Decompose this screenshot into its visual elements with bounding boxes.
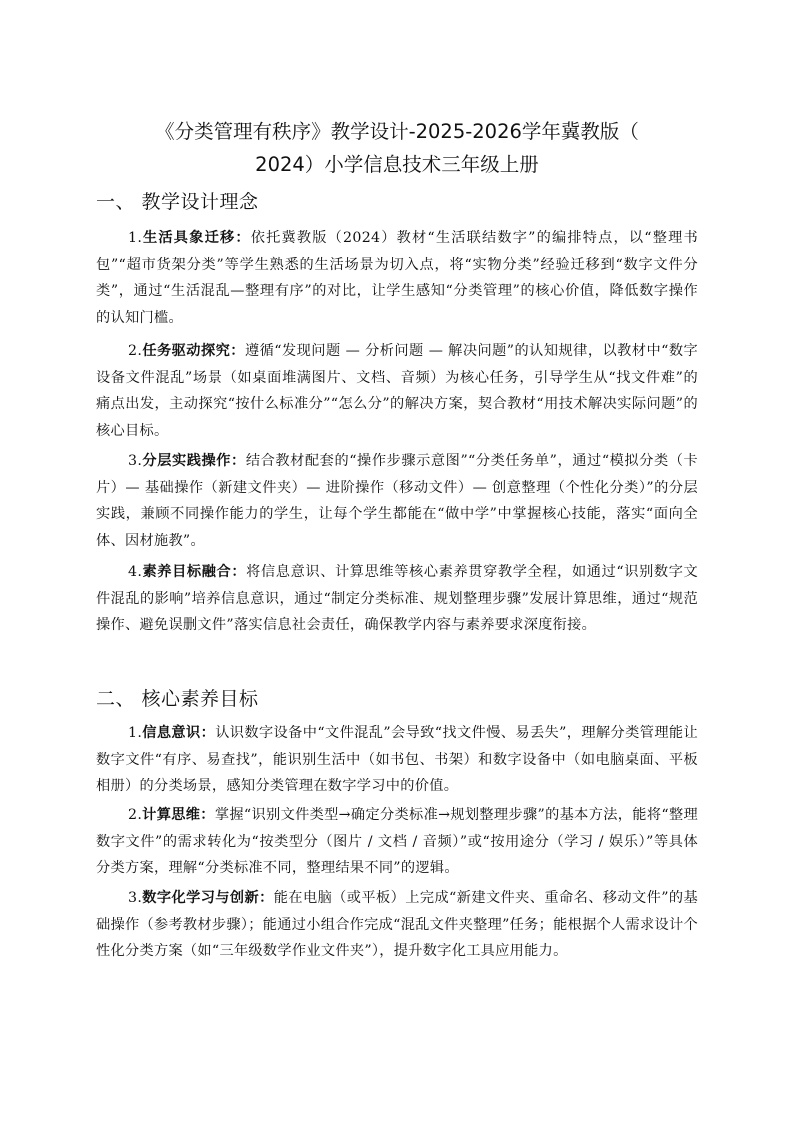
item-text: 将信息意识、计算思维等核心素养贯穿教学全程，如通过“识别数字文件混乱的影响”培养信息意识，通过“制定分类标准、规划整理步骤”发展计算思维，通过“规范操作、避免误删文件”落实信息社会责任，确保教学内容与素养要求深度衔接。 <box>96 564 698 633</box>
item-label: 素养目标融合： <box>142 564 247 580</box>
item-text: 依托冀教版（2024）教材“生活联结数字”的编排特点，以“整理书包”“超市货架分类”等学生熟悉的生活场景为切入点，将“实物分类”经验迁移到“数字文件分类”，通过“生活混乱—整理有序”的对比，让学生感知“分类管理”的核心价值，降低数字操作的认知门槛。 <box>96 230 698 326</box>
item-number: 3. <box>128 890 143 906</box>
item-text: 遵循“发现问题 — 分析问题 — 解决问题”的认知规律，以教材中“数字设备文件混乱”场景（如桌面堆满图片、文档、音频）为核心任务，引导学生从“找文件难”的痛点出发，主动探究“按什么标准分”“怎么分”的解决方案，契合教材“用技术解决实际问题”的核心目标。 <box>96 343 698 439</box>
item-label: 数字化学习与创新： <box>142 890 274 906</box>
paragraph-task-driven <box>96 338 698 444</box>
item-label: 计算思维： <box>142 807 215 823</box>
document-title-line-2: 2024）小学信息技术三年级上册 <box>255 153 539 176</box>
paragraph-computational-thinking <box>96 802 698 882</box>
item-label: 信息意识： <box>142 725 216 741</box>
item-number: 2. <box>128 807 143 823</box>
item-label: 生活具象迁移： <box>142 230 251 246</box>
paragraph-life-transfer <box>96 225 698 331</box>
section-heading-core-literacy: 二、 核心素养目标 <box>96 688 259 710</box>
item-text: 能在电脑（或平板）上完成“新建文件夹、重命名、移动文件”的基础操作（参考教材步骤）；能通过小组合作完成“混乱文件夹整理”任务；能根据个人需求设计个性化分类方案（如“三年级数学作业文件夹”），提升数字化工具应用能力。 <box>96 890 699 959</box>
document-title-line-1: 《分类管理有秩序》教学设计-2025-2026学年冀教版（ <box>155 120 639 143</box>
item-number: 1. <box>128 725 143 741</box>
item-number: 2. <box>128 343 143 359</box>
paragraph-information-awareness <box>96 720 698 800</box>
paragraph-digital-learning <box>96 885 698 965</box>
item-number: 3. <box>128 453 143 469</box>
paragraph-layered-practice <box>96 448 698 554</box>
item-number: 1. <box>128 230 143 246</box>
item-label: 任务驱动探究： <box>142 343 245 359</box>
item-text: 认识数字设备中“文件混乱”会导致“找文件慢、易丢失”，理解分类管理能让数字文件“有序、易查找”，能识别生活中（如书包、书架）和数字设备中（如电脑桌面、平板相册）的分类场景，感知分类管理在数字学习中的价值。 <box>96 725 698 794</box>
item-label: 分层实践操作： <box>142 453 246 469</box>
item-text: 结合教材配套的“操作步骤示意图”“分类任务单”，通过“模拟分类（卡片）— 基础操作（新建文件夹）— 进阶操作（移动文件）— 创意整理（个性化分类）”的分层实践，兼顾不同操作能力的学生，让每个学生都能在“做中学”中掌握核心技能，落实“面向全体、因材施教”。 <box>96 453 699 549</box>
item-number: 4. <box>128 564 143 580</box>
item-text: 掌握“识别文件类型→确定分类标准→规划整理步骤”的基本方法，能将“整理数字文件”的需求转化为“按类型分（图片 / 文档 / 音频）”或“按用途分（学习 / 娱乐）”等具体分类方案，理解“分类标准不同，整理结果不同”的逻辑。 <box>96 807 698 876</box>
section-heading-design-philosophy: 一、 教学设计理念 <box>96 191 259 213</box>
paragraph-literacy-integration <box>96 559 698 639</box>
